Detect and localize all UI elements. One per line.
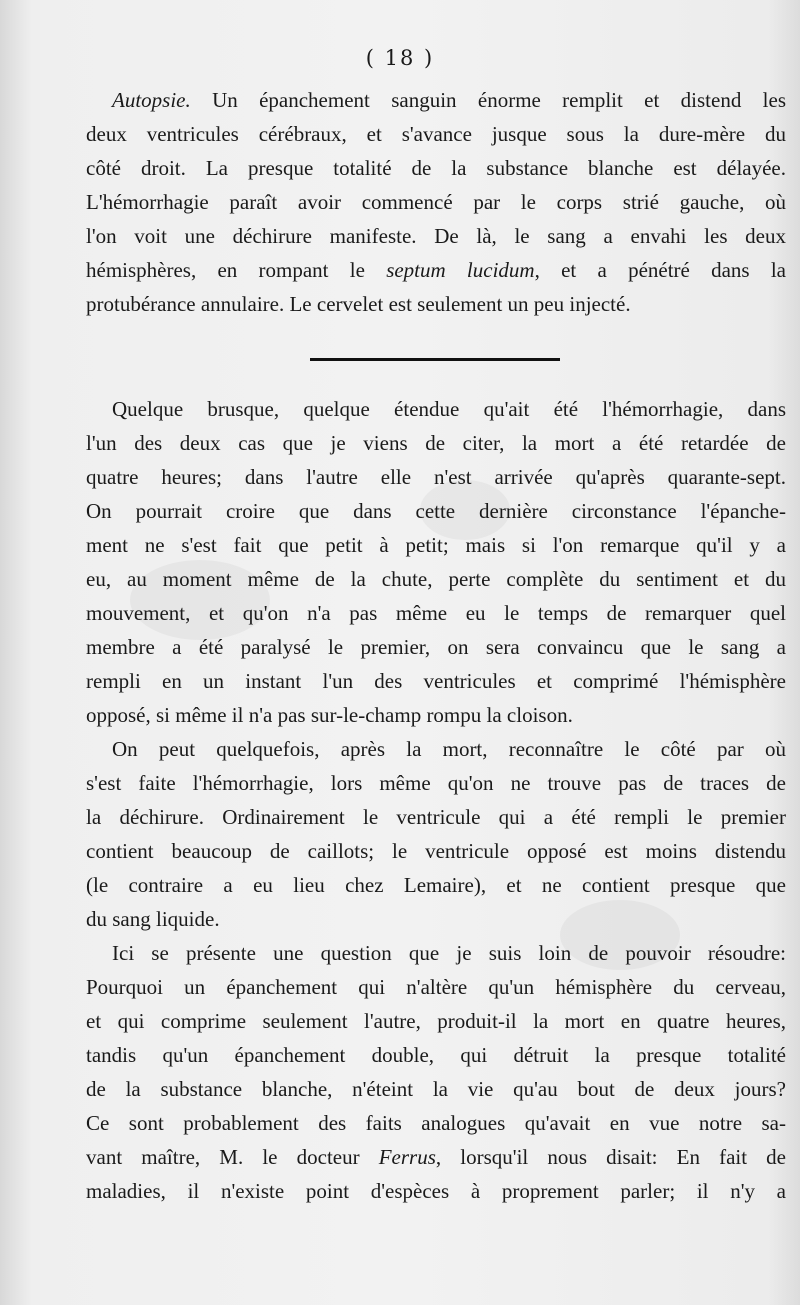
text-line: protubérance annulaire. Le cervelet est seulement un peu injecté. <box>86 292 631 316</box>
text-line: côté droit. La presque totalité de la substance blanche est délayée. <box>86 156 786 180</box>
page-number: ( 18 ) <box>365 46 435 70</box>
text-line: L'hémorrhagie paraît avoir commencé par le corps strié gauche, où <box>86 190 786 214</box>
text-line: l'on voit une déchirure manifeste. De là, le sang a envahi les deux <box>86 224 786 248</box>
text-line: de la substance blanche, n'éteint la vie qu'au bout de deux jours? <box>86 1077 786 1101</box>
text-line: rempli en un instant l'un des ventricules et comprimé l'hémisphère <box>86 669 786 693</box>
text-line: deux ventricules cérébraux, et s'avance jusque sous la dure-mère du <box>86 122 786 146</box>
text-line: et qui comprime seulement l'autre, produit-il la mort en quatre heures, <box>86 1009 786 1033</box>
text-line: Ce sont probablement des faits analogues qu'avait en vue notre sa- <box>86 1111 786 1135</box>
text-line: Autopsie. Un épanchement sanguin énorme remplit et distend les <box>112 88 786 112</box>
text-line: On peut quelquefois, après la mort, reconnaître le côté par où <box>112 737 786 761</box>
text-line: quatre heures; dans l'autre elle n'est arrivée qu'après quarante-sept. <box>86 465 786 489</box>
text-line: Ici se présente une question que je suis loin de pouvoir résoudre: <box>112 941 786 965</box>
text-line: eu, au moment même de la chute, perte complète du sentiment et du <box>86 567 786 591</box>
text-line: vant maître, M. le docteur Ferrus, lorsqu'il nous disait: En fait de <box>86 1145 787 1169</box>
text-line: l'un des deux cas que je viens de citer, la mort a été retardée de <box>86 431 786 455</box>
text-line: mouvement, et qu'on n'a pas même eu le temps de remarquer quel <box>86 601 786 625</box>
text-line: du sang liquide. <box>86 907 220 931</box>
text-line: Quelque brusque, quelque étendue qu'ait été l'hémorrhagie, dans <box>112 397 786 421</box>
text-line: membre a été paralysé le premier, on sera convaincu que le sang a <box>86 635 786 659</box>
text-line: la déchirure. Ordinairement le ventricule qui a été rempli le premier <box>86 805 786 829</box>
text-line: (le contraire a eu lieu chez Lemaire), et ne contient presque que <box>86 873 786 897</box>
text-line: ment ne s'est fait que petit à petit; mais si l'on remarque qu'il y a <box>86 533 786 557</box>
text-line: tandis qu'un épanchement double, qui détruit la presque totalité <box>86 1043 786 1067</box>
text-line: Pourquoi un épanchement qui n'altère qu'un hémisphère du cerveau, <box>86 975 786 999</box>
text-line: On pourrait croire que dans cette dernière circonstance l'épanche- <box>86 499 786 523</box>
text-line: contient beaucoup de caillots; le ventricule opposé est moins distendu <box>86 839 786 863</box>
section-divider <box>310 358 560 361</box>
text-line: hémisphères, en rompant le septum lucidum, et a pénétré dans la <box>86 258 787 282</box>
text-line: opposé, si même il n'a pas sur-le-champ rompu la cloison. <box>86 703 573 727</box>
text-line: maladies, il n'existe point d'espèces à proprement parler; il n'y a <box>86 1179 786 1203</box>
text-line: s'est faite l'hémorrhagie, lors même qu'on ne trouve pas de traces de <box>86 771 786 795</box>
